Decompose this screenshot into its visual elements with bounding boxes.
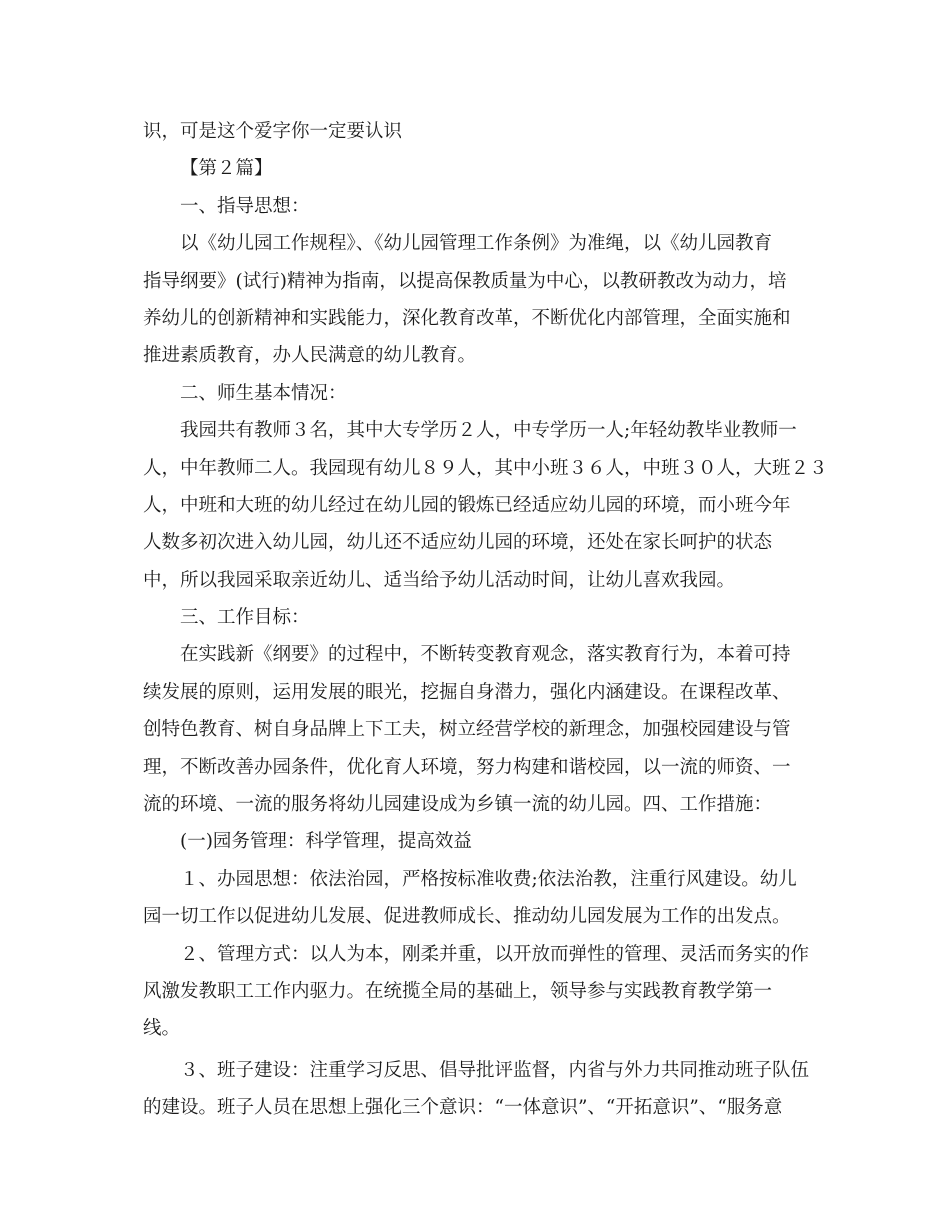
section-heading: 二、师生基本情况： — [180, 382, 347, 404]
document-body — [143, 113, 828, 1127]
section-heading: 一、指导思想： — [180, 195, 310, 217]
section-heading: 三、工作目标： — [180, 607, 310, 629]
text-line: 线。 — [143, 1018, 181, 1040]
text-line: 以《幼儿园工作规程》、《幼儿园管理工作条例》为准绳，以《幼儿园教育 — [180, 233, 773, 255]
text-line: 人，中年教师二人。我园现有幼儿８９人，其中小班３６人，中班３０人，大班２３ — [143, 457, 828, 479]
text-line: 指导纲要》(试行)精神为指南，以提高保教质量为中心，以教研教改为动力，培 — [143, 270, 787, 292]
text-line: 中，所以我园采取亲近幼儿、适当给予幼儿活动时间，让幼儿喜欢我园。 — [143, 569, 736, 591]
text-line: 推进素质教育，办人民满意的幼儿教育。 — [143, 345, 477, 367]
text-line: 理，不断改善办园条件，优化育人环境，努力构建和谐校园，以一流的师资、一 — [143, 756, 791, 778]
text-line: 养幼儿的创新精神和实践能力，深化教育改革，不断优化内部管理，全面实施和 — [143, 307, 791, 329]
text-line: 的建设。班子人员在思想上强化三个意识：“一体意识”、“开拓意识”、“服务意 — [143, 1097, 783, 1119]
text-line: ２、管理方式：以人为本，刚柔并重，以开放而弹性的管理、灵活而务实的作 — [180, 943, 810, 965]
text-line: １、办园思想：依法治园，严格按标准收费;依法治教，注重行风建设。幼儿 — [180, 868, 797, 890]
text-line: 风激发教职工工作内驱力。在统揽全局的基础上，领导参与实践教育教学第一 — [143, 980, 773, 1002]
text-line: 流的环境、一流的服务将幼儿园建设成为乡镇一流的幼儿园。四、工作措施： — [143, 794, 773, 816]
text-line: 我园共有教师３名，其中大专学历２人，中专学历一人;年轻幼教毕业教师一 — [180, 420, 797, 442]
text-line: 园一切工作以促进幼儿发展、促进教师成长、推动幼儿园发展为工作的出发点。 — [143, 906, 791, 928]
section-heading: (一)园务管理：科学管理，提高效益 — [180, 831, 472, 853]
text-line: 人，中班和大班的幼儿经过在幼儿园的锻炼已经适应幼儿园的环境，而小班今年 — [143, 494, 791, 516]
text-line: 续发展的原则，运用发展的眼光，挖掘自身潜力，强化内涵建设。在课程改革、 — [143, 681, 791, 703]
text-line: 创特色教育、树自身品牌上下工夫，树立经营学校的新理念，加强校园建设与管 — [143, 719, 791, 741]
text-line: ３、班子建设：注重学习反思、倡导批评监督，内省与外力共同推动班子队伍 — [180, 1059, 810, 1081]
text-line: 识，可是这个爱字你一定要认识 — [143, 121, 403, 142]
text-line: 在实践新《纲要》的过程中，不断转变教育观念，落实教育行为，本着可持 — [180, 644, 791, 666]
section-heading: 【第２篇】 — [180, 158, 273, 180]
text-line: 人数多初次进入幼儿园，幼儿还不适应幼儿园的环境，还处在家长呵护的状态 — [143, 532, 773, 554]
